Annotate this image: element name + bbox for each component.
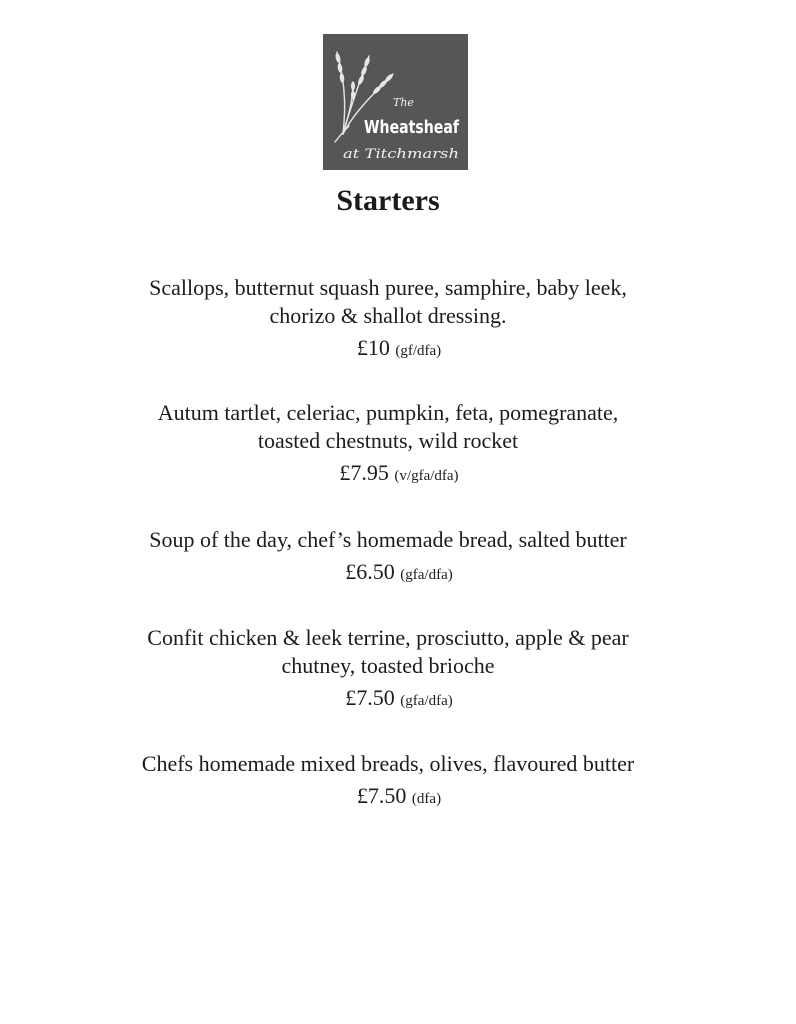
logo-name-text: Wheatsheaf <box>364 117 460 138</box>
item-description-line: Scallops, butternut squash puree, samphire, baby leek, <box>149 275 627 300</box>
item-description-line: Autum tartlet, celeriac, pumpkin, feta, pomegranate, <box>157 400 619 425</box>
item-price-row <box>0 558 776 589</box>
item-dietary-tags: (dfa) <box>411 791 442 807</box>
item-description <box>0 750 776 778</box>
item-dietary-tags: (gf/dfa) <box>395 343 442 359</box>
item-description <box>0 526 776 554</box>
logo-place-text: at Titchmarsh <box>343 147 459 162</box>
item-price-row <box>0 459 776 490</box>
item-dietary-tags: (gfa/dfa) <box>400 567 453 583</box>
menu-item <box>0 399 776 490</box>
item-price-row <box>0 334 776 365</box>
item-price-row <box>0 782 776 813</box>
item-description <box>0 274 776 330</box>
logo-the-text: The <box>393 96 414 109</box>
item-price: £7.95 <box>339 460 389 485</box>
wheat-logo-icon <box>323 34 468 170</box>
item-price: £10 <box>356 335 390 360</box>
restaurant-logo <box>323 34 468 170</box>
item-price: £7.50 <box>345 685 395 710</box>
item-dietary-tags: (gfa/dfa) <box>400 693 453 709</box>
item-description-line: Chefs homemade mixed breads, olives, flavoured butter <box>141 751 635 776</box>
item-description-line: Soup of the day, chef’s homemade bread, salted butter <box>149 527 627 552</box>
menu-item <box>0 274 776 365</box>
item-price: £6.50 <box>345 559 395 584</box>
item-description-line: Confit chicken & leek terrine, prosciutto, apple & pear <box>147 625 629 650</box>
menu-item <box>0 624 776 715</box>
item-dietary-tags: (v/gfa/dfa) <box>394 468 459 484</box>
item-description-line: chorizo & shallot dressing. <box>269 303 507 328</box>
item-price-row <box>0 684 776 715</box>
menu-item <box>0 526 776 589</box>
item-price: £7.50 <box>356 783 407 808</box>
item-description-line: toasted chestnuts, wild rocket <box>257 428 519 453</box>
item-description <box>0 624 776 680</box>
menu-item <box>0 750 776 813</box>
item-description-line: chutney, toasted brioche <box>281 653 495 678</box>
item-description <box>0 399 776 455</box>
section-title: Starters <box>336 184 440 217</box>
